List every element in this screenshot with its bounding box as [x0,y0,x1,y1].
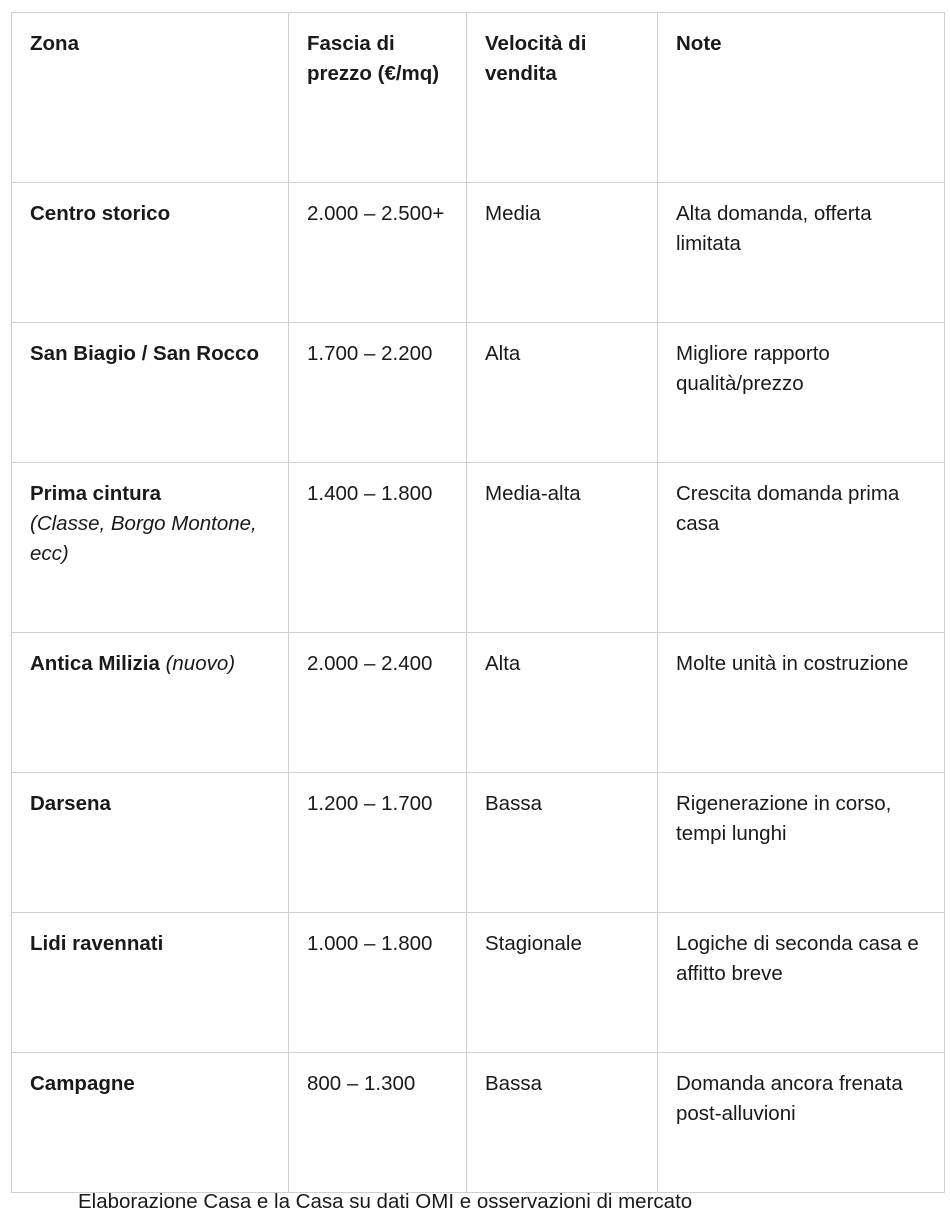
table-row [12,773,945,913]
cell-prezzo: 1.400 – 1.800 [289,463,467,633]
cell-zona [12,913,289,1053]
zona-name: Centro storico [30,202,171,225]
cell-note: Logiche di seconda casa e affitto breve [658,913,945,1053]
header-zona: Zona [12,13,289,183]
zona-name: Prima cintura [30,482,162,505]
table-row [12,1053,945,1193]
zona-name: Lidi ravennati [30,932,164,955]
header-velocita: Velocità di vendita [467,13,658,183]
table-row [12,183,945,323]
cell-zona [12,633,289,773]
cell-note: Rigenerazione in corso, tempi lunghi [658,773,945,913]
footer-caption: Elaborazione Casa e la Casa su dati OMI e osservazioni di mercato [78,1190,693,1213]
header-note: Note [658,13,945,183]
cell-velocita: Bassa [467,773,658,913]
table-row [12,463,945,633]
cell-zona [12,1053,289,1193]
zona-name: San Biagio / San Rocco [30,342,259,365]
cell-prezzo: 2.000 – 2.500+ [289,183,467,323]
cell-velocita: Alta [467,633,658,773]
cell-prezzo: 2.000 – 2.400 [289,633,467,773]
cell-zona [12,183,289,323]
cell-velocita: Bassa [467,1053,658,1193]
zona-name: Antica Milizia [30,652,160,675]
table-row [12,913,945,1053]
cell-velocita: Stagionale [467,913,658,1053]
header-prezzo: Fascia di prezzo (€/mq) [289,13,467,183]
table-header-row [12,13,945,183]
price-table-container [11,12,945,1193]
zona-name: Darsena [30,792,111,815]
cell-zona [12,773,289,913]
cell-prezzo: 1.000 – 1.800 [289,913,467,1053]
cell-note: Migliore rapporto qualità/prezzo [658,323,945,463]
cell-note: Molte unità in costruzione [658,633,945,773]
zona-name: Campagne [30,1072,135,1095]
cell-note: Crescita domanda prima casa [658,463,945,633]
cell-zona [12,463,289,633]
cell-zona [12,323,289,463]
zona-note: (Classe, Borgo Montone, ecc) [30,512,257,565]
cell-velocita: Media-alta [467,463,658,633]
zona-note: (nuovo) [165,652,236,675]
cell-velocita: Media [467,183,658,323]
cell-prezzo: 800 – 1.300 [289,1053,467,1193]
table-row [12,323,945,463]
table-row [12,633,945,773]
cell-velocita: Alta [467,323,658,463]
cell-prezzo: 1.700 – 2.200 [289,323,467,463]
cell-note: Domanda ancora frenata post-alluvioni [658,1053,945,1193]
cell-prezzo: 1.200 – 1.700 [289,773,467,913]
price-table [11,12,945,1193]
cell-note: Alta domanda, offerta limitata [658,183,945,323]
